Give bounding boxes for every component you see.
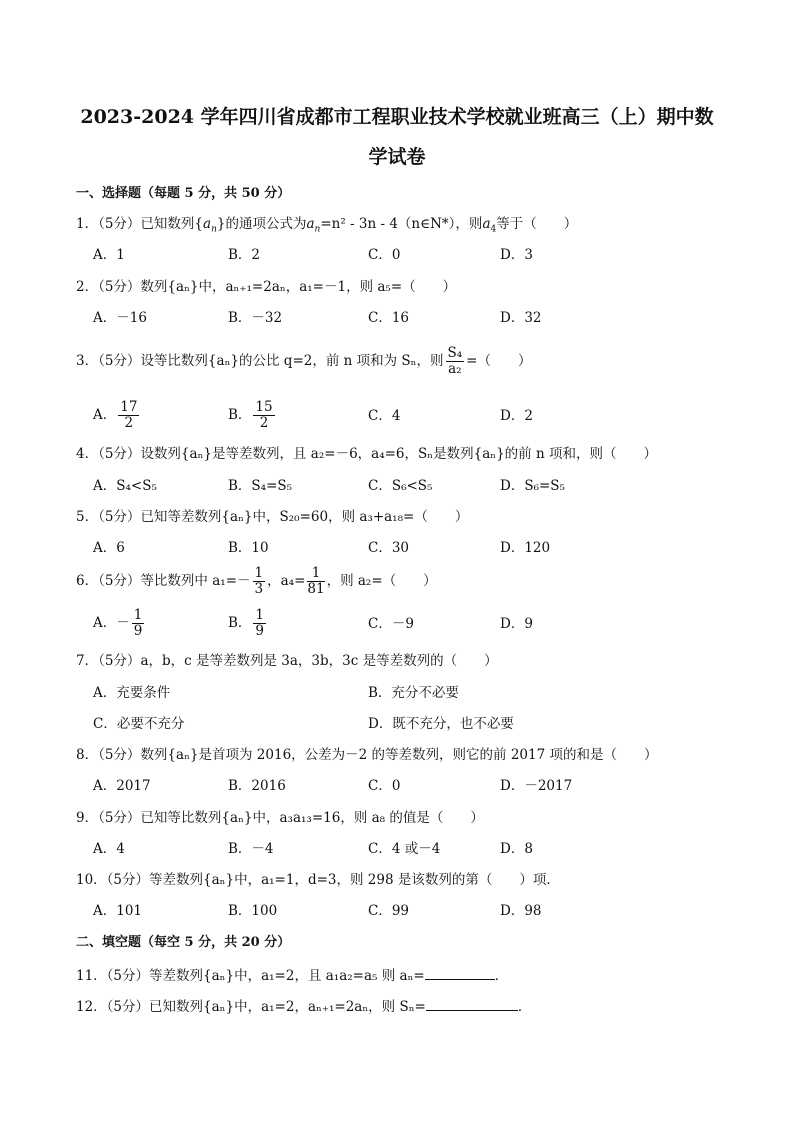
q10-option-a: A．101 <box>93 903 143 919</box>
question-1: 1．（5分）已知数列$\{a_n\}$的通项公式为$a_n=n^2 - 3n$ - 4（n∈N*），则$a_4$等于（ ） <box>76 216 578 235</box>
q9-option-a: A．4 <box>93 841 125 857</box>
q9-option-c: C．4 或－4 <box>368 841 441 857</box>
q10-option-c: C．99 <box>368 903 410 919</box>
q5-option-b: B．10 <box>228 540 269 556</box>
q8-option-c: C．0 <box>368 778 401 794</box>
q3-option-b: B． $\frac{15}{2}$ <box>228 399 273 431</box>
q1-option-a: A．1 <box>93 247 125 263</box>
q12-answer-blank[interactable] <box>426 996 518 1011</box>
q8-option-b: B．2016 <box>228 778 286 794</box>
question-4: 4．（5分）设数列{aₙ}是等差数列，且 a₂=－6，a₄=6，Sₙ是数列{aₙ}的前 n 项和，则（ ） <box>76 446 657 462</box>
question-11: 11．（5分）等差数列{aₙ}中，a₁=2，且 a₁a₂=a₅ 则 aₙ= ． <box>76 965 508 986</box>
q2-option-b: B．－32 <box>228 310 283 326</box>
q2-option-d: D．32 <box>500 310 542 326</box>
q3-option-a: A． $\frac{17}{2}$ <box>93 399 138 431</box>
section-fill-heading: 二、填空题（每空 5 分，共 20 分） <box>76 935 291 950</box>
question-3: 3．（5分）设等比数列{aₙ}的公比 q=2，前 n 项和为 Sₙ，则 $\frac{\text{S₄}}{\text{a₂}}$ =（ ） <box>76 345 532 377</box>
q5-option-a: A．6 <box>93 540 125 556</box>
question-9: 9．（5分）已知等比数列{aₙ}中，a₃a₁₃=16，则 a₈ 的值是（ ） <box>76 810 484 826</box>
section-choice-heading: 一、选择题（每题 5 分，共 50 分） <box>76 186 291 201</box>
question-6: 6．（5分）等比数列中 a₁=－ $\frac{1}{3}$ ，a₄= $\frac{1}{81}$ ，则 a₂=（ ） <box>76 565 437 597</box>
exam-title-line1: 2023-2024 学年四川省成都市工程职业技术学校就业班高三（上）期中数 <box>80 106 714 128</box>
q7-option-b: B．充分不必要 <box>368 685 459 701</box>
q3-option-c: C．4 <box>368 408 401 424</box>
q8-option-d: D．－2017 <box>500 778 573 794</box>
q1-option-c: C．0 <box>368 247 401 263</box>
q1-option-d: D．3 <box>500 247 533 263</box>
q7-option-d: D．既不充分，也不必要 <box>368 716 514 732</box>
q9-option-d: D．8 <box>500 841 533 857</box>
q5-option-c: C．30 <box>368 540 410 556</box>
q2-option-a: A．－16 <box>93 310 147 326</box>
question-5: 5．（5分）已知等差数列{aₙ}中，S₂₀=60，则 a₃+a₁₈=（ ） <box>76 509 469 525</box>
q6-option-b: B． $\frac{1}{9}$ <box>228 607 265 639</box>
q3-fraction: $\frac{\text{S₄}}{\text{a₂}}$ <box>447 345 463 377</box>
q6-option-d: D．9 <box>500 616 533 632</box>
q7-option-a: A．充要条件 <box>93 685 171 701</box>
q11-answer-blank[interactable] <box>425 965 495 980</box>
exam-title-line2: 学试卷 <box>368 146 426 168</box>
q7-option-c: C．必要不充分 <box>93 716 185 732</box>
q6-option-c: C．－9 <box>368 616 414 632</box>
q4-option-c: C．S₆<S₅ <box>368 478 433 494</box>
q3-option-d: D．2 <box>500 408 533 424</box>
q6-option-a: A．－ $\frac{1}{9}$ <box>93 607 143 639</box>
q9-option-b: B．－4 <box>228 841 274 857</box>
q1-option-b: B．2 <box>228 247 261 263</box>
question-12: 12．（5分）已知数列{aₙ}中，a₁=2，aₙ₊₁=2aₙ，则 Sₙ= ． <box>76 996 531 1017</box>
q4-option-d: D．S₆=S₅ <box>500 478 565 494</box>
question-10: 10．（5分）等差数列{aₙ}中，a₁=1，d=3，则 298 是该数列的第（ ）项． <box>76 872 560 888</box>
question-8: 8．（5分）数列{aₙ}是首项为 2016，公差为－2 的等差数列，则它的前 2017 项的和是（ ） <box>76 747 658 763</box>
question-7: 7．（5分）a，b，c 是等差数列是 3a，3b，3c 是等差数列的（ ） <box>76 653 498 669</box>
q4-option-a: A．S₄<S₅ <box>93 478 157 494</box>
q4-option-b: B．S₄=S₅ <box>228 478 293 494</box>
q8-option-a: A．2017 <box>93 778 151 794</box>
question-2: 2．（5分）数列{aₙ}中，aₙ₊₁=2aₙ，a₁=－1，则 a₅=（ ） <box>76 279 457 295</box>
q5-option-d: D．120 <box>500 540 551 556</box>
q10-option-b: B．100 <box>228 903 278 919</box>
q2-option-c: C．16 <box>368 310 410 326</box>
q10-option-d: D．98 <box>500 903 542 919</box>
